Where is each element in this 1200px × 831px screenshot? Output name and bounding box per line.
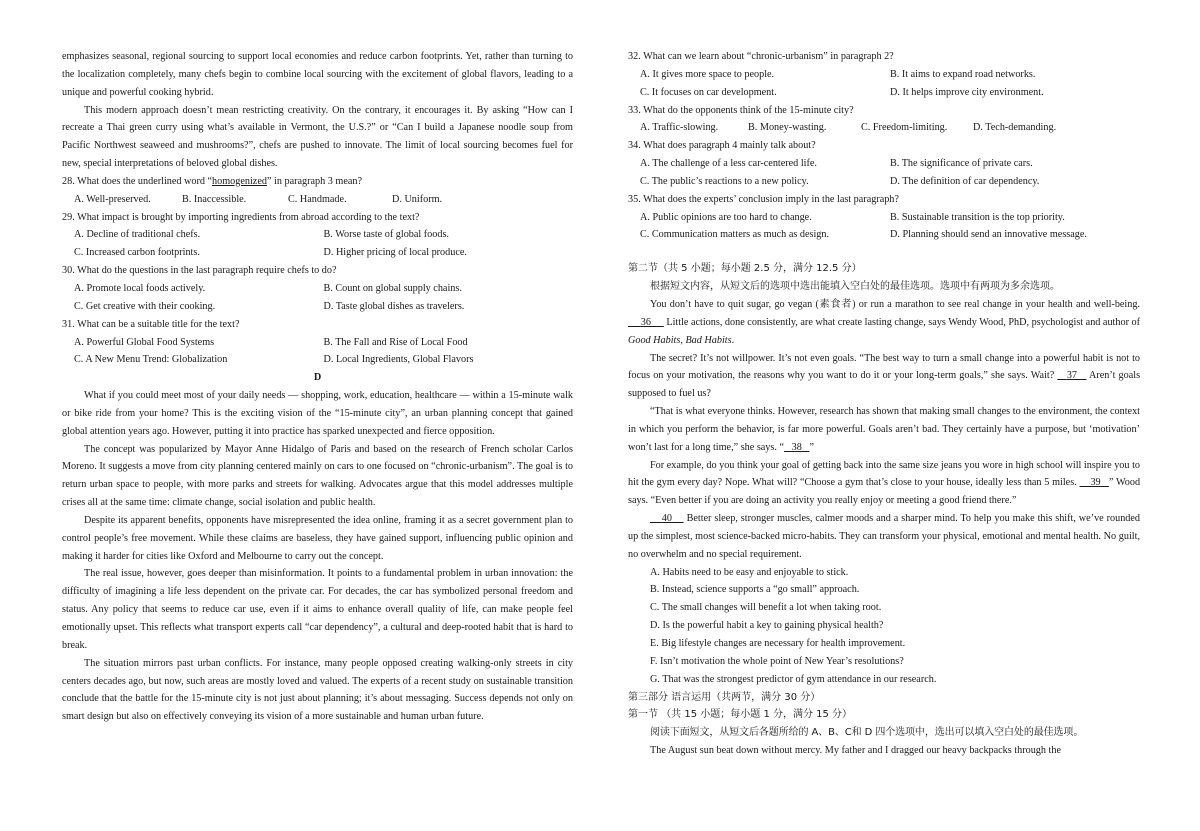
option-a: A. Traffic-slowing. xyxy=(640,122,719,134)
part-3-section-1-title: 第一节 （共 15 小题；每小题 1 分，满分 15 分） xyxy=(628,709,853,721)
underlined-word: homogenized xyxy=(212,175,267,187)
question-28-options xyxy=(62,191,573,209)
option-a: A. The challenge of a less car-centered life. xyxy=(640,158,817,170)
option-c: C. Get creative with their cooking. xyxy=(74,300,216,312)
cloze-paragraph-1: You don’t have to quit sugar, go vegan (素食者) or run a marathon to see real change in your health and well-being. 36 Little actions, done consistently, are what create lasting change, says Wendy Wood, PhD, psychologist and author of Good Habits, Bad Habits. xyxy=(628,298,1141,346)
option-c: C. The public’s reactions to a new policy. xyxy=(640,175,809,187)
option-d: D. Planning should send an innovative message. xyxy=(890,229,1087,241)
cloze-option-c: C. The small changes will benefit a lot when taking root. xyxy=(650,602,882,614)
option-b: B. Count on global supply chains. xyxy=(323,282,462,294)
question-31-options-ab xyxy=(62,334,573,352)
right-column xyxy=(628,48,1140,760)
cloze-option-e: E. Big lifestyle changes are necessary for health improvement. xyxy=(650,638,906,649)
cloze-option-a: A. Habits need to be easy and enjoyable to stick. xyxy=(650,566,849,578)
option-b: B. Worse taste of global foods. xyxy=(323,229,449,241)
question-35-options-cd xyxy=(628,226,1140,244)
story-first-line: The August sun beat down without mercy. My father and I dragged our heavy backpacks through the xyxy=(650,745,1061,757)
option-d: D. Uniform. xyxy=(392,193,443,205)
passage-d-paragraph-2: The concept was popularized by Mayor Anne Hidalgo of Paris and based on the research of French scholar Carlos Moreno. It suggests a move from city planning centered mainly on cars to one focused on “chronic-urbanism”. The goal is to return urban space to people, with more parks and streets for walking. Advocates argue that this model addresses multiple crises all at the same time: climate change, social isolation and public health. xyxy=(62,443,573,509)
question-35-options-ab xyxy=(628,209,1140,227)
question-31: 31. What can be a suitable title for the text? xyxy=(62,318,240,330)
option-d: D. The definition of car dependency. xyxy=(890,175,1040,187)
question-29-options-ab xyxy=(62,226,573,244)
blank-36: 36 xyxy=(640,316,651,328)
option-a: A. Powerful Global Food Systems xyxy=(74,336,215,348)
question-28: 28. What does the underlined word “homogenized” in paragraph 3 mean? xyxy=(62,175,362,187)
question-33-options xyxy=(628,119,1140,137)
option-a: A. It gives more space to people. xyxy=(640,68,775,80)
cloze-paragraph-5: 40 Better sleep, stronger muscles, calmer moods and a sharper mind. To help you make this shift, we’ve rounded up the simplest, most science-backed micro-habits. They can transform your physical, emotional and mental health. No guilt, no overwhelm and no special requirement. xyxy=(628,513,1141,560)
question-30: 30. What do the questions in the last paragraph require chefs to do? xyxy=(62,265,337,277)
question-29: 29. What impact is brought by importing ingredients from abroad according to the text? xyxy=(62,211,420,223)
option-c: C. Increased carbon footprints. xyxy=(74,247,200,259)
option-c: C. Communication matters as much as design. xyxy=(640,229,830,241)
passage-d-paragraph-4: The real issue, however, goes deeper than misinformation. It points to a fundamental problem in urban innovation: the difficulty of imagining a life less dependent on the private car. For decades, the car has symbolized personal freedom and status. Any policy that seems to reduce car use, even if it aims to enhance overall quality of life, can make people feel emotionally upset. This reflects what transport experts call “car dependency”, a cultural and deep-rooted habit that is hard to break. xyxy=(62,568,573,651)
option-b: B. It aims to expand road networks. xyxy=(890,68,1036,80)
part-3-instructions: 阅读下面短文，从短文后各题所给的 A、B、C和 D 四个选项中，选出可以填入空白处的最佳选项。 xyxy=(650,727,1084,739)
option-c: C. A New Menu Trend: Globalization xyxy=(74,354,228,366)
section-2-title: 第二节（共 5 小题；每小题 2.5 分，满分 12.5 分） xyxy=(628,263,862,275)
question-32: 32. What can we learn about “chronic-urbanism” in paragraph 2? xyxy=(628,51,894,62)
option-d: D. Local Ingredients, Global Flavors xyxy=(323,354,474,366)
cloze-option-d: D. Is the powerful habit a key to gaining physical health? xyxy=(650,620,884,632)
question-35: 35. What does the experts’ conclusion imply in the last paragraph? xyxy=(628,193,899,205)
question-29-options-cd xyxy=(62,244,573,262)
passage-c-paragraph-3: emphasizes seasonal, regional sourcing to support local economies and reduce carbon footprints. Yet, rather than turning to the localization completely, many chefs begin to combine local sourcing with the excitement of global flavors, leading to a unique and powerful cooking hybrid. xyxy=(62,51,573,98)
part-3-title: 第三部分 语言运用（共两节，满分 30 分） xyxy=(628,691,821,703)
question-34-options-ab xyxy=(628,155,1140,173)
cloze-paragraph-3: “That is what everyone thinks. However, research has shown that making small changes to the environment, the context in which you perform the behavior, is far more powerful. Goals aren’t bad. They certainly have a purpose, but ‘motivation’ won’t last for a long time,” she says. “ 38 ” xyxy=(628,406,1140,453)
blank-40: 40 xyxy=(661,513,672,525)
cloze-paragraph-4: For example, do you think your goal of getting back into the same size jeans you wore in high school will inspire you to hit the gym every day? Nope. What will? “Choose a gym that’s close to your house, ideally less than 5 miles. 39 ” Wood says. “Even better if you are doing an activity you really enjoy or meeting a good friend there.” xyxy=(628,459,1141,507)
cloze-option-g: G. That was the strongest predictor of gym attendance in our research. xyxy=(650,673,937,685)
question-34: 34. What does paragraph 4 mainly talk about? xyxy=(628,140,816,152)
option-a: A. Decline of traditional chefs. xyxy=(74,229,201,241)
option-c: C. Freedom-limiting. xyxy=(861,122,948,134)
question-30-options-ab xyxy=(62,280,573,298)
blank-39: 39 xyxy=(1090,477,1101,489)
cloze-option-b: B. Instead, science supports a “go small” approach. xyxy=(650,584,860,596)
section-2-instructions: 根据短文内容，从短文后的选项中选出能填入空白处的最佳选项。选项中有两项为多余选项。 xyxy=(650,281,1060,293)
question-32-options-cd xyxy=(628,84,1140,102)
option-d: D. Tech-demanding. xyxy=(973,122,1057,134)
question-31-options-cd xyxy=(62,351,573,369)
option-d: D. Taste global dishes as travelers. xyxy=(323,300,465,312)
option-c: C. It focuses on car development. xyxy=(640,86,777,98)
cloze-option-f: F. Isn’t motivation the whole point of New Year’s resolutions? xyxy=(650,655,904,667)
question-32-options-ab xyxy=(628,66,1140,84)
passage-d-heading: D xyxy=(313,372,322,384)
question-33: 33. What do the opponents think of the 15-minute city? xyxy=(628,104,854,116)
passage-d-paragraph-5: The situation mirrors past urban conflicts. For instance, many people opposed creating walking-only streets in city centers decades ago, but now, such areas are mostly loved and valued. The experts of a recent study on sustainable transition conclude that the battle for the 15-minute city is not just about planning; it’s about messaging. Success depends not only on smart design but also on effectively conveying its vision of a more sustainable and human urban future. xyxy=(62,657,573,723)
option-b: B. The significance of private cars. xyxy=(890,158,1033,170)
option-d: D. Higher pricing of local produce. xyxy=(323,247,467,259)
option-a: A. Public opinions are too hard to change. xyxy=(640,211,812,223)
passage-d-paragraph-3: Despite its apparent benefits, opponents have misrepresented the idea online, framing it as a secret government plan to control people’s free movement. While these claims are baseless, they have gained support, influencing public opinion and making it harder for cities like Oxford and Melbourne to carry out the concept. xyxy=(62,514,573,562)
question-30-options-cd xyxy=(62,298,573,316)
option-a: A. Promote local foods actively. xyxy=(74,282,206,294)
option-b: B. Inaccessible. xyxy=(182,193,247,205)
option-c: C. Handmade. xyxy=(288,193,347,205)
blank-38: 38 xyxy=(791,441,802,453)
book-title: Good Habits, Bad Habits xyxy=(628,334,732,346)
passage-c-paragraph-4: This modern approach doesn’t mean restricting creativity. On the contrary, it encourages it. By asking “How can I recreate a Thai green curry using what’s available in Vermont, the U.S.?” or “Can I build a Japanese noodle soup from Pacific Northwest seaweed and mushrooms?”, chefs are pushed to innovate. The limit of local sourcing becomes fuel for new, special interpretations of beloved global dishes. xyxy=(62,104,573,170)
left-column xyxy=(62,48,573,726)
question-34-options-cd xyxy=(628,173,1140,191)
passage-d-paragraph-1: What if you could meet most of your daily needs — shopping, work, education, healthcare — within a 15-minute walk or bike ride from your home? This is the exciting vision of the “15-minute city”, an urban planning concept that gained global attention years ago. However, putting it into practice has sparked unexpected and fierce opposition. xyxy=(62,390,573,437)
option-d: D. It helps improve city environment. xyxy=(890,86,1044,98)
cloze-paragraph-2: The secret? It’s not willpower. It’s not even goals. “The best way to turn a small change into a powerful habit is not to focus on your motivation, the reasons why you want to do it or your long-term goals,” she says. Wait? 37 Aren’t goals supposed to fuel us? xyxy=(628,352,1141,400)
option-b: B. Sustainable transition is the top priority. xyxy=(890,211,1065,223)
blank-37: 37 xyxy=(1066,370,1078,382)
option-b: B. The Fall and Rise of Local Food xyxy=(323,336,468,348)
option-b: B. Money-wasting. xyxy=(748,122,827,134)
option-a: A. Well-preserved. xyxy=(74,193,151,205)
